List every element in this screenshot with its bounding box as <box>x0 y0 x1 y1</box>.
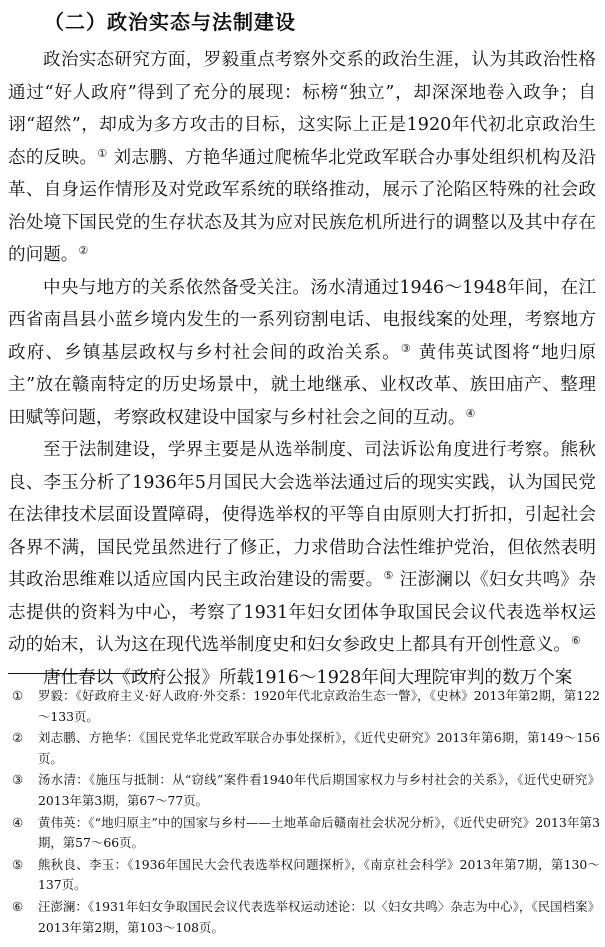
paragraph-legal-system <box>8 434 596 662</box>
footnote-mark: ④ <box>12 814 24 830</box>
paragraph-text: 汪澎澜以《妇女共鸣》杂志提供的资料为中心，考察了1931年妇女团体争取国民会议代表选举权运动的始末，认为这在现代选举制度史和妇女参政史上都具有开创性意义。 <box>8 570 596 655</box>
footnote-ref-4[interactable]: ④ <box>465 406 476 420</box>
footnote-5 <box>8 855 600 896</box>
footnote-text: 熊秋良、李玉：《1936年国民大会代表选举权问题探析》，《南京社会科学》2013年第7期，第130～137页。 <box>38 856 600 893</box>
footnote-text: 汤水清：《施压与抵制：从“窃线”案件看1940年代后期国家权力与乡村社会的关系》，《近代史研究》2013年第3期，第67～77页。 <box>38 772 600 808</box>
footnote-ref-2[interactable]: ② <box>78 244 89 257</box>
footnote-1 <box>8 686 600 727</box>
footnote-ref-3[interactable]: ③ <box>400 341 412 355</box>
paragraph-text: 中央与地方的关系依然备受关注。汤水清通过1946～1948年间，在江西省南昌县小蓝乡境内发生的一系列窃割电话、电报线案的处理，考察地方政府、乡镇基层政权与乡村社会间的政治关系。 <box>8 277 596 363</box>
paragraph-text: 至于法制建设，学界主要是从选举制度、司法诉讼角度进行考察。熊秋良、李玉分析了1936年5月国民大会选举法通过后的现实实践，认为国民党在法律技术层面设置障碍，使得选举权的平等自由原则大打折扣，引起社会各界不满，国民党虽然进行了修正，力求借助合法性维护党治，但依然表明其政治思维难以适应国内民主政治建设的需要。 <box>8 440 596 590</box>
footnote-mark: ① <box>12 688 24 703</box>
footnote-mark: ⑤ <box>12 856 24 872</box>
footnote-3 <box>8 770 600 811</box>
body-text <box>8 44 596 694</box>
footnote-divider <box>8 673 158 674</box>
paragraph-political-reality <box>8 44 596 272</box>
footnote-text: 汪澎澜：《1931年妇女争取国民会议代表选举权运动述论：以〈妇女共鸣〉杂志为中心》，《民国档案》2013年第2期，第103～108页。 <box>38 898 600 935</box>
footnote-text: 刘志鹏、方艳华：《国民党华北党政军联合办事处探析》，《近代史研究》2013年第6期，第149～156页。 <box>38 730 600 766</box>
paragraph-text: 唐仕春以《政府公报》所载1916～1928年间大理院审判的数万个案 <box>43 667 573 688</box>
footnote-2 <box>8 728 600 769</box>
section-heading: （二）政治实态与法制建设 <box>44 10 296 34</box>
footnote-ref-5[interactable]: ⑤ <box>383 569 394 582</box>
footnote-text: 罗毅：《好政府主义·好人政府·外交系：1920年代北京政治生态一瞥》，《史林》2013年第2期，第122～133页。 <box>38 688 600 724</box>
paragraph-text: 刘志鹏、方艳华通过爬梳华北党政军联合办事处组织机构及沿革、自身运作情形及对党政军系统的联络推动，展示了沦陷区特殊的社会政治处境下国民党的生存状态及其为应对民族危机所进行的调整以及其中存在的问题。 <box>8 147 596 265</box>
footnote-4 <box>8 813 600 854</box>
footnote-mark: ⑥ <box>12 898 24 914</box>
footnote-mark: ② <box>12 730 24 746</box>
footnotes <box>8 686 600 939</box>
paragraph-text: 政治实态研究方面，罗毅重点考察外交系的政治生涯，认为其政治性格通过“好人政府”得到了充分的展现：标榜“独立”，却深深地卷入政争；自诩“超然”，却成为多方攻击的目标，这实际上正是1920年代初北京政治生态的反映。 <box>8 50 596 168</box>
footnote-mark: ③ <box>12 772 24 788</box>
footnote-ref-6[interactable]: ⑥ <box>571 634 581 647</box>
footnote-6 <box>8 897 600 938</box>
footnote-ref-1[interactable]: ① <box>97 146 108 160</box>
footnote-text: 黄伟英：《“地归原主”中的国家与乡村——土地革命后赣南社会状况分析》，《近代史研究》2013年第3期，第57～66页。 <box>38 814 600 851</box>
paragraph-text: 黄伟英试图将“地归原主”放在赣南特定的历史场景中，就土地继承、业权改革、族田庙产、整理田赋等问题，考察政权建设中国家与乡村社会之间的互动。 <box>8 342 596 428</box>
paragraph-central-local <box>8 272 596 435</box>
